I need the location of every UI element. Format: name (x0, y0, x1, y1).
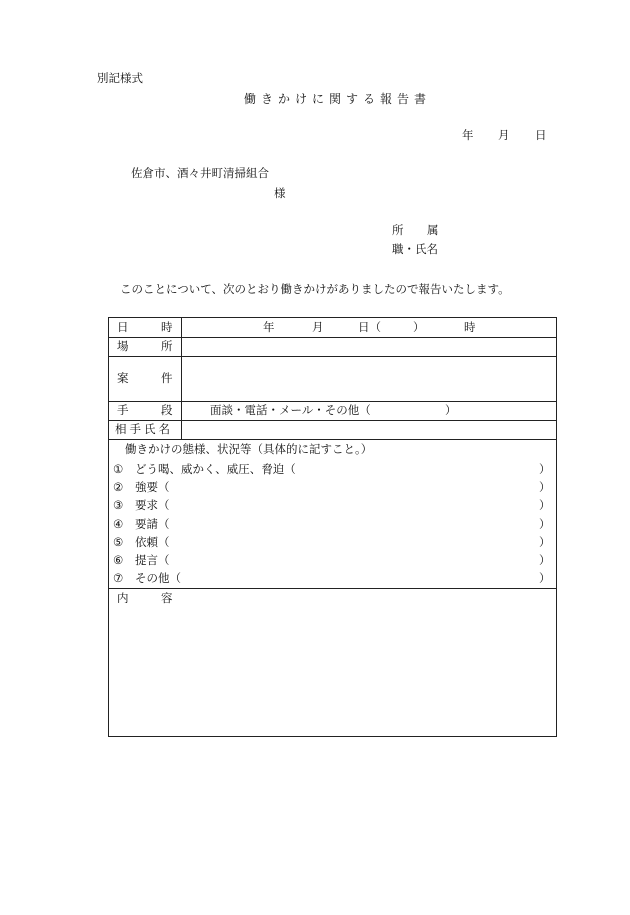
report-form-table (108, 317, 557, 737)
manner-item-close: ） (539, 462, 551, 476)
manner-item-number: ② (113, 480, 124, 494)
content-label-b: 容 (161, 591, 173, 605)
means-label-b: 段 (161, 403, 173, 417)
label-cell (109, 357, 182, 401)
row-matter (109, 357, 556, 402)
manner-item-close: ） (539, 517, 551, 531)
manner-item-close: ） (539, 480, 551, 494)
manner-item-close: ） (539, 535, 551, 549)
manner-item-close: ） (539, 498, 551, 512)
place-label-a: 場 (117, 339, 129, 353)
datetime-label-a: 日 (117, 320, 129, 334)
manner-item-text: その他（ (135, 571, 181, 585)
date-month-label: 月 (498, 128, 510, 142)
datetime-day: 日（ (358, 320, 381, 334)
manner-item-number: ⑥ (113, 553, 124, 567)
recipient-honorific: 様 (274, 186, 286, 200)
matter-label-a: 案 (117, 371, 129, 385)
recipient-name: 佐倉市、酒々井町清掃組合 (131, 166, 269, 180)
datetime-year: 年 (263, 320, 275, 334)
label-cell (109, 402, 182, 420)
affiliation-label-a: 所 (392, 223, 404, 237)
matter-label-b: 件 (161, 371, 173, 385)
label-cell (109, 318, 182, 337)
manner-item-text: 提言（ (135, 553, 170, 567)
manner-item-number: ⑤ (113, 535, 124, 549)
affiliation-label-b: 属 (427, 223, 439, 237)
row-manner (109, 440, 556, 589)
manner-item-number: ⑦ (113, 571, 124, 585)
manner-item-text: どう喝、威かく、威圧、脅迫（ (135, 462, 296, 476)
manner-item-close: ） (539, 553, 551, 567)
manner-item-text: 要求（ (135, 498, 170, 512)
means-options: 面談・電話・メール・その他（ (210, 403, 371, 417)
means-label-a: 手 (117, 403, 129, 417)
datetime-label-b: 時 (161, 320, 173, 334)
form-tag: 別記様式 (97, 71, 143, 85)
manner-item-number: ③ (113, 498, 124, 512)
row-counterpart (109, 421, 556, 440)
row-place (109, 338, 556, 357)
document-title: 働きかけに関する報告書 (244, 92, 432, 106)
manner-item-text: 依頼（ (135, 535, 170, 549)
manner-item-number: ① (113, 462, 124, 476)
datetime-paren-close: ） (413, 320, 425, 334)
date-year-label: 年 (462, 128, 474, 142)
place-label-b: 所 (161, 339, 173, 353)
datetime-hour: 時 (464, 320, 476, 334)
manner-item-close: ） (539, 571, 551, 585)
row-datetime (109, 318, 556, 338)
manner-item-number: ④ (113, 517, 124, 531)
intro-text: このことについて、次のとおり働きかけがありましたので報告いたします。 (120, 282, 510, 296)
row-means (109, 402, 556, 421)
means-paren-close: ） (445, 403, 457, 417)
label-cell (109, 421, 182, 439)
manner-heading: 働きかけの態様、状況等（具体的に記すこと。） (125, 442, 373, 456)
counterpart-label: 相手氏名 (115, 422, 173, 436)
name-label: 職・氏名 (392, 242, 438, 256)
content-label-a: 内 (117, 591, 129, 605)
date-day-label: 日 (535, 128, 547, 142)
datetime-month: 月 (312, 320, 324, 334)
manner-item-text: 強要（ (135, 480, 170, 494)
row-content (109, 589, 556, 736)
manner-item-text: 要請（ (135, 517, 170, 531)
label-cell (109, 338, 182, 356)
